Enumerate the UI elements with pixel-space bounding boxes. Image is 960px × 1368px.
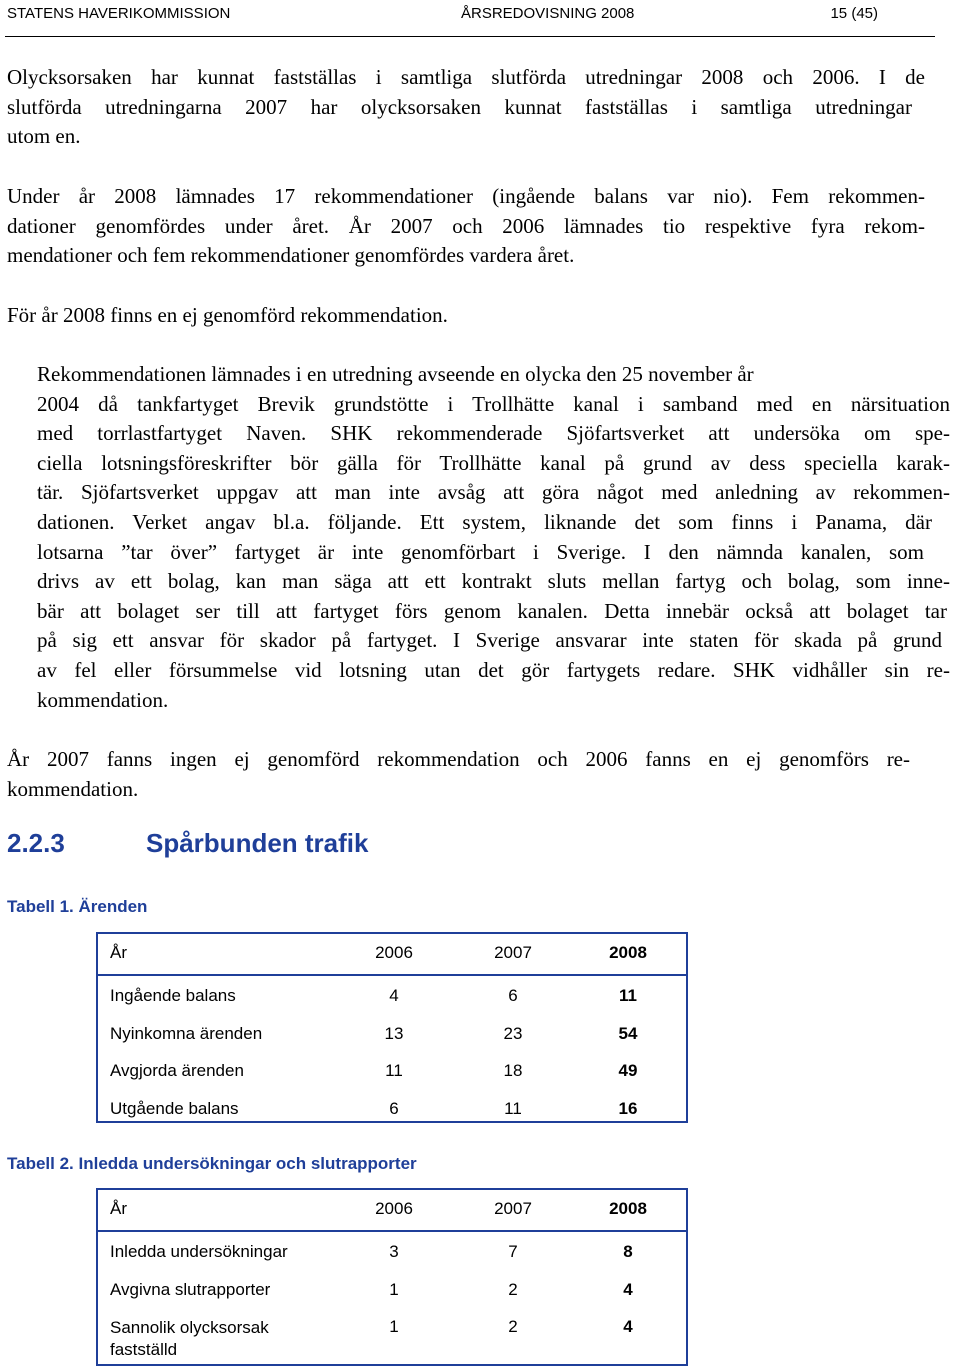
cell-2007: 23 xyxy=(503,1023,523,1043)
table-row xyxy=(98,1270,686,1308)
text-line: drivs av ett bolag, kan man säga att ett kontrakt sluts mellan fartyg och bolag, som inne- xyxy=(37,569,950,594)
table2-caption: Tabell 2. Inledda undersökningar och slutrapporter xyxy=(7,1154,417,1173)
section-title: Spårbunden trafik xyxy=(146,828,369,858)
text-line: ciella lotsningsföreskrifter bör gälla för Trollhätte kanal på grund av dess speciella karak- xyxy=(37,450,950,475)
cell-2007: 7 xyxy=(508,1242,518,1261)
paragraph-brevik-rekommendation xyxy=(37,360,950,715)
header-cell-2008: 2008 xyxy=(609,1199,647,1218)
text-line: Olycksorsaken har kunnat fastställas i samtliga slutförda utredningar 2008 och 2006. I de xyxy=(7,65,925,89)
cell-2008: 4 xyxy=(623,1279,633,1299)
cell-2006: 11 xyxy=(385,1061,403,1080)
table-undersokningar xyxy=(96,1188,688,1366)
cell-2008: 4 xyxy=(623,1317,633,1336)
cell-2007: 11 xyxy=(504,1098,522,1118)
row-label: Ingående balans xyxy=(110,986,236,1005)
row-label: Avgjorda ärenden xyxy=(110,1061,244,1080)
cell-2006: 13 xyxy=(384,1023,404,1043)
cell-2006: 6 xyxy=(389,1098,399,1118)
row-label: Sannolik olycksorsak fastställd xyxy=(110,1318,269,1359)
cell-2007: 18 xyxy=(503,1061,523,1080)
table-row xyxy=(98,1232,686,1270)
header-cell-2007: 2007 xyxy=(494,1199,532,1218)
cell-2008: 49 xyxy=(618,1061,638,1080)
table-row xyxy=(98,976,686,1014)
table-row xyxy=(98,1307,686,1363)
row-label: Nyinkomna ärenden xyxy=(110,1023,263,1043)
table-row xyxy=(98,1089,686,1127)
text-line: 2004 då tankfartyget Brevik grundstötte i Trollhätte kanal i samband med en närsituation xyxy=(37,391,950,416)
cell-2008: 54 xyxy=(618,1023,638,1043)
header-cell-2006: 2006 xyxy=(375,943,413,962)
header-document-title: ÅRSREDOVISNING 2008 xyxy=(461,5,635,22)
text-line: Rekommendationen lämnades i en utredning avseende en olycka den 25 november år xyxy=(37,362,754,386)
table-header-row xyxy=(98,934,686,976)
text-line: mendationer och fem rekommendationer genomfördes vardera året. xyxy=(7,243,575,268)
paragraph-ej-genomford xyxy=(7,301,925,331)
cell-2006: 4 xyxy=(389,986,399,1005)
header-page-number: 15 (45) xyxy=(830,5,878,22)
table-row xyxy=(98,1014,686,1052)
header-cell-2007: 2007 xyxy=(494,943,532,962)
cell-2006: 3 xyxy=(389,1242,399,1261)
text-line: dationer genomfördes under året. År 2007 och 2006 lämnades tio respektive fyra rekom- xyxy=(7,213,925,238)
table-row xyxy=(98,1051,686,1089)
row-label: Utgående balans xyxy=(110,1098,239,1118)
text-line: År 2007 fanns ingen ej genomförd rekommendation och 2006 fanns en ej genomförs re- xyxy=(7,747,910,771)
text-line: med torrlastfartyget Naven. SHK rekommenderade Sjöfartsverket att undersöka om spe- xyxy=(37,421,950,446)
text-line: av fel eller försummelse vid lotsning utan det gör fartygets redare. SHK vidhåller sin re- xyxy=(37,657,950,682)
header-cell-year: År xyxy=(110,943,127,962)
text-line: lotsarna ”tar över” fartyget är inte genomförbart i Sverige. I den nämnda kanalen, som xyxy=(37,539,924,564)
header-cell-year: År xyxy=(110,1199,127,1218)
header-cell-2008: 2008 xyxy=(609,943,647,962)
text-line: bär att bolaget ser till att fartyget förs genom kanalen. Detta innebär också att bolaget tar xyxy=(37,598,947,623)
cell-2006: 1 xyxy=(389,1317,399,1336)
row-label: Inledda undersökningar xyxy=(110,1242,288,1261)
cell-2008: 8 xyxy=(623,1242,633,1261)
text-line: dationen. Verket angav bl.a. följande. Ett system, liknande det som finns i Panama, där xyxy=(37,509,932,534)
cell-2006: 1 xyxy=(389,1279,399,1299)
text-line: på sig ett ansvar för skador på fartyget. I Sverige ansvarar inte staten för skada på grund xyxy=(37,628,942,653)
table-arenden xyxy=(96,932,688,1123)
text-line: tär. Sjöfartsverket uppgav att man inte avsåg att göra något med anledning av rekommen- xyxy=(37,480,950,505)
header-organization: STATENS HAVERIKOMMISSION xyxy=(7,5,231,22)
table1-caption: Tabell 1. Ärenden xyxy=(7,897,148,916)
section-number: 2.2.3 xyxy=(7,828,65,858)
text-line: kommendation. xyxy=(37,687,169,712)
text-line: slutförda utredningarna 2007 har olycksorsaken kunnat fastställas i samtliga utredningar xyxy=(7,94,912,119)
paragraph-ar-2007 xyxy=(7,745,910,804)
cell-2008: 11 xyxy=(619,986,637,1005)
cell-2007: 6 xyxy=(508,986,518,1005)
paragraph-olycksorsaken xyxy=(7,63,925,152)
text-line: kommendation. xyxy=(7,776,139,801)
row-label: Avgivna slutrapporter xyxy=(110,1279,271,1299)
table-header-row xyxy=(98,1190,686,1232)
cell-2007: 2 xyxy=(508,1279,518,1299)
paragraph-rekommendationer-2008 xyxy=(7,182,925,271)
text-line: Under år 2008 lämnades 17 rekommendationer (ingående balans var nio). Fem rekommen- xyxy=(7,184,925,208)
header-cell-2006: 2006 xyxy=(375,1199,413,1218)
text-line: För år 2008 finns en ej genomförd rekommendation. xyxy=(7,303,448,327)
page-header xyxy=(5,4,935,37)
text-line: utom en. xyxy=(7,124,81,149)
cell-2007: 2 xyxy=(508,1317,518,1336)
cell-2008: 16 xyxy=(618,1098,638,1118)
